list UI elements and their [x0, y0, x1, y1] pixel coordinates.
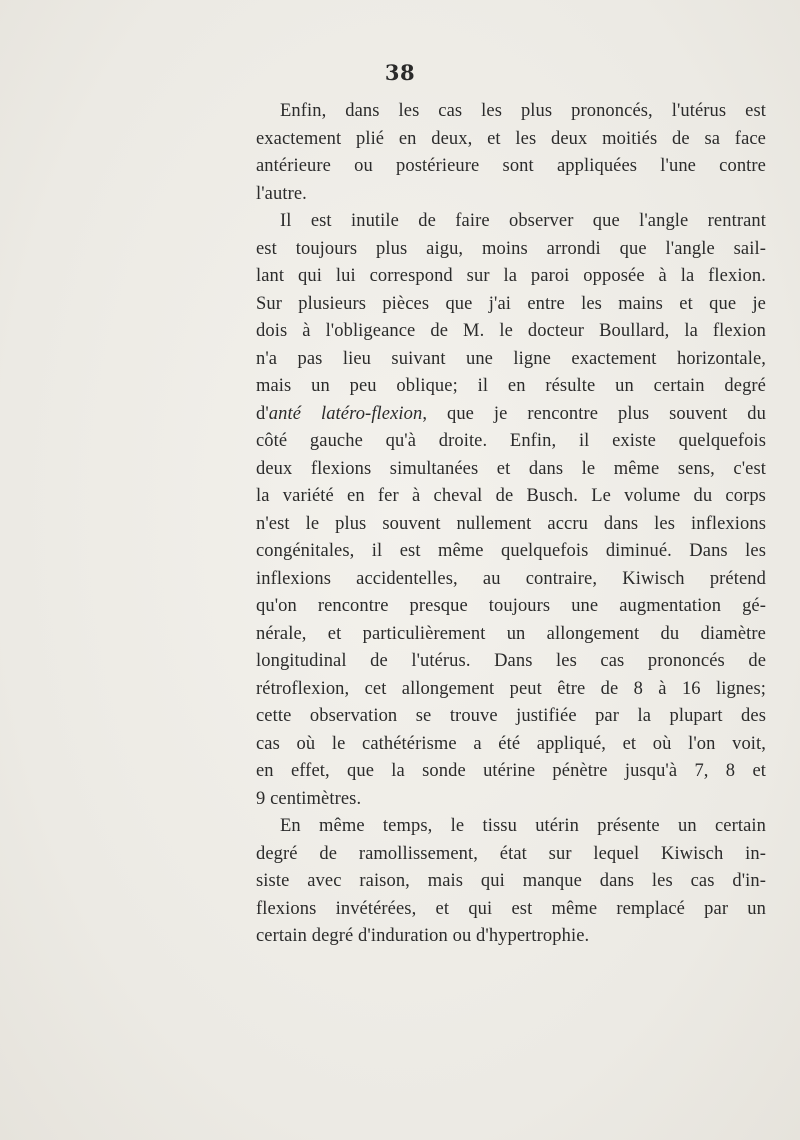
text-line: degré de ramollissement, état sur lequel Kiwisch in- — [256, 843, 766, 864]
text-line: mais un peu oblique; il en résulte un certain degré — [256, 376, 766, 396]
text-line: dois à l'obligeance de M. le docteur Boullard, la flexion — [256, 321, 766, 341]
text-line: exactement plié en deux, et les deux moitiés de sa face — [256, 128, 766, 149]
italic-prefix: d' — [256, 403, 269, 424]
paragraph-3 — [256, 813, 766, 951]
text-line: flexions invétérées, et qui est même remplacé par un — [256, 898, 766, 919]
text-line: antérieure ou postérieure sont appliquées l'une contre — [256, 156, 766, 176]
body-text — [256, 98, 766, 951]
text-line: 9 centimètres. — [256, 788, 362, 809]
text-line: deux flexions simultanées et dans le même sens, c'est — [256, 458, 766, 479]
text-line: En même temps, le tissu utérin présente un certain — [280, 816, 766, 836]
text-line: Sur plusieurs pièces que j'ai entre les mains et que je — [256, 293, 766, 314]
text-line: Il est inutile de faire observer que l'angle rentrant — [280, 211, 766, 231]
text-line: l'autre. — [256, 183, 307, 204]
text-line: certain degré d'induration ou d'hypertrophie. — [256, 926, 590, 946]
text-line: cette observation se trouve justifiée par la plupart des — [256, 706, 766, 726]
page-number: 38 — [384, 60, 416, 85]
text-line: siste avec raison, mais qui manque dans les cas d'in- — [256, 871, 766, 891]
text-line: inflexions accidentelles, au contraire, Kiwisch prétend — [256, 568, 766, 589]
text-line: lant qui lui correspond sur la paroi opposée à la flexion. — [256, 266, 766, 286]
paragraph-2 — [256, 208, 766, 813]
text-line: longitudinal de l'utérus. Dans les cas prononcés de — [256, 651, 766, 671]
text-line: cas où le cathétérisme a été appliqué, et où l'on voit, — [256, 733, 766, 754]
paragraph-1 — [256, 98, 766, 208]
text-line: qu'on rencontre presque toujours une augmentation gé- — [256, 596, 766, 616]
text-line-italic — [256, 401, 766, 429]
italic-term: anté latéro-flexion — [268, 403, 423, 424]
text-line: n'a pas lieu suivant une ligne exactement horizontale, — [256, 348, 766, 369]
text-line: nérale, et particulièrement un allongement du diamètre — [256, 623, 766, 644]
text-line: congénitales, il est même quelquefois diminué. Dans les — [256, 541, 766, 561]
text-line: est toujours plus aigu, moins arrondi que l'angle sail- — [256, 238, 766, 259]
text-line: n'est le plus souvent nullement accru dans les inflexions — [256, 513, 766, 534]
text-line: rétroflexion, cet allongement peut être de 8 à 16 lignes; — [256, 678, 766, 699]
text-line: en effet, que la sonde utérine pénètre jusqu'à 7, 8 et — [256, 761, 766, 781]
text-line: côté gauche qu'à droite. Enfin, il existe quelquefois — [256, 431, 766, 451]
italic-suffix: , que je rencontre plus souvent du — [422, 403, 766, 424]
text-line: la variété en fer à cheval de Busch. Le volume du corps — [256, 486, 766, 506]
text-line: Enfin, dans les cas les plus prononcés, l'utérus est — [280, 101, 766, 121]
